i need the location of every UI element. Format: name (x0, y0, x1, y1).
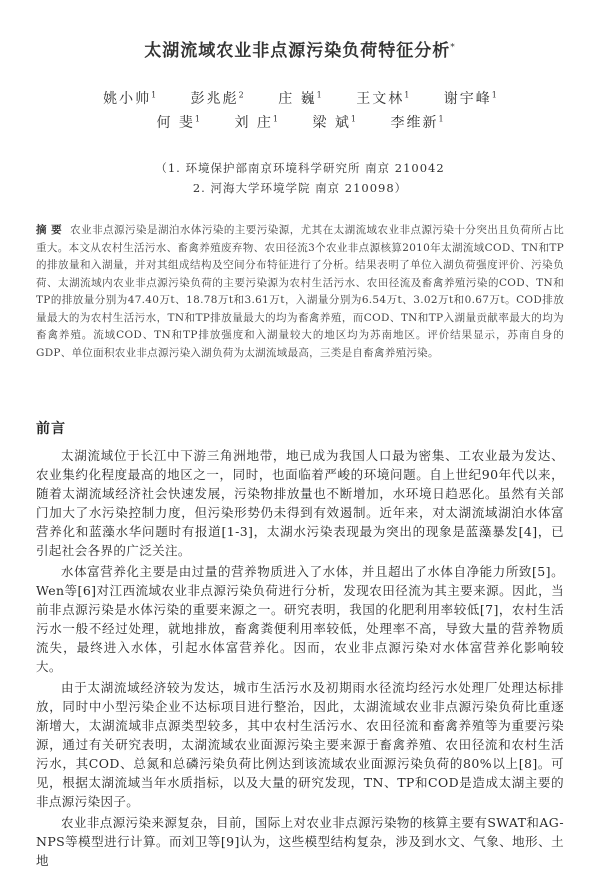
paper-title (0, 36, 600, 61)
abstract-label: 摘 要 (36, 224, 63, 236)
body-paragraph: 由于太湖流域经济较为发达，城市生活污水及初期雨水径流均经污水处理厂处理达标排放，同时中小型污染企业不达标项目进行整治，因此，太湖流域农业非点源污染负荷比重逐渐增大，太湖流域非点源类型较多，其中农村生活污水、农田径流和畜禽养殖等为重要污染源，通过有关研究表明，太湖流域农业面源污染主要来源于畜禽养殖、农田径流和农村生活污水，其COD、总氮和总磷污染负荷比例达到该流域农业面源污染负荷的80%以上[8]。可见，根据太湖流域当年水质指标，以及大量的研究发现，TN、TP和COD是造成太湖主要的非点源污染因子。 (36, 680, 564, 809)
author: 李维新$^1$ (390, 114, 444, 131)
author: 谢宇峰$^1$ (443, 90, 497, 107)
author-list-row-2 (0, 112, 600, 132)
author: 庄 巍$^1$ (278, 90, 322, 107)
body-paragraph: 太湖流域位于长江中下游三角洲地带，地已成为我国人口最为密集、工农业最为发达、农业集约化程度最高的地区之一，同时，也面临着严峻的环境问题。自上世纪90年代以来，随着太湖流域经济社会快速发展，污染物排放量也不断增加，水环境日趋恶化。虽然有关部门加大了水污染控制力度，但污染形势仍未得到有效遏制。近年来，对太湖流域湖泊水体富营养化和蓝藻水华问题时有报道[1-3]，太湖水污染表现最为突出的现象是蓝藻暴发[4]，已引起社会各界的广泛关注。 (36, 448, 564, 558)
body-text (36, 446, 564, 872)
author: 姚小帅$^1$ (103, 90, 157, 107)
abstract (36, 222, 564, 362)
affiliation-2: 2. 河海大学环境学院 南京 210098） (192, 181, 408, 195)
author: 何 斐$^1$ (156, 114, 200, 131)
abstract-text: 农业非点源污染是湖泊水体污染的主要污染源，尤其在太湖流域农业非点源污染十分突出且负荷所占比重大。本文从农村生活污水、畜禽养殖废弃物、农田径流3个农业非点源核算2010年太湖流域COD、TN和TP的排放量和入湖量，并对其组成结构及空间分布特征进行了分析。结果表明了单位入湖负荷强度评价、污染负荷、太湖流域内农业非点源污染负荷的主要污染源为农村生活污水、农田径流及畜禽养殖污染的COD、TN和TP的排放量分别为47.40万t、18.78万t和3.61万t，入湖量分别为6.54万t、3.02万t和0.67万t。COD排放量最大的为农村生活污水，TN和TP排放量最大的均为畜禽养殖，而COD、TN和TP入湖量贡献率最大的均为畜禽养殖。流域COD、TN和TP排放强度和入湖量较大的地区均为苏南地区。评价结果显示，苏南自身的GDP、单位面积农业非点源污染入湖负荷为太湖流域最高，三类是自畜禽养殖污染。 (36, 224, 565, 359)
author: 梁 斌$^1$ (312, 114, 356, 131)
affiliation-1: （1. 环境保护部南京环境科学研究所 南京 210042 (155, 161, 445, 175)
author-list-row-1 (0, 88, 600, 108)
author: 刘 庄$^1$ (234, 114, 278, 131)
body-paragraph: 水体富营养化主要是由过量的营养物质进入了水体，并且超出了水体自净能力所致[5]。Wen等[6]对江西流域农业非点源污染负荷进行分析，发现农田径流为其主要来源。因此，当前非点源污染是水体污染的重要来源之一。研究表明，我国的化肥利用率较低[7]，农村生活污水一般不经过处理，就地排放，畜禽粪便利用率较低，处理率不高，导致大量的营养物质流失，最终进入水体，引起水体富营养化。因而，农业非点源污染对水体富营养化影响较大。 (36, 564, 564, 674)
section-title-introduction: 前言 (36, 421, 66, 437)
title-footnote-mark: * (450, 42, 456, 53)
body-paragraph: 农业非点源污染来源复杂，目前，国际上对农业非点源污染物的核算主要有SWAT和AG-NPS等模型进行计算。而刘卫等[9]认为，这些模型结构复杂，涉及到水文、气象、地形、土地 (36, 815, 564, 868)
paper-title-text: 太湖流域农业非点源污染负荷特征分析 (144, 41, 451, 61)
author: 彭兆彪$^2$ (190, 90, 244, 107)
author: 王文林$^1$ (356, 90, 410, 107)
